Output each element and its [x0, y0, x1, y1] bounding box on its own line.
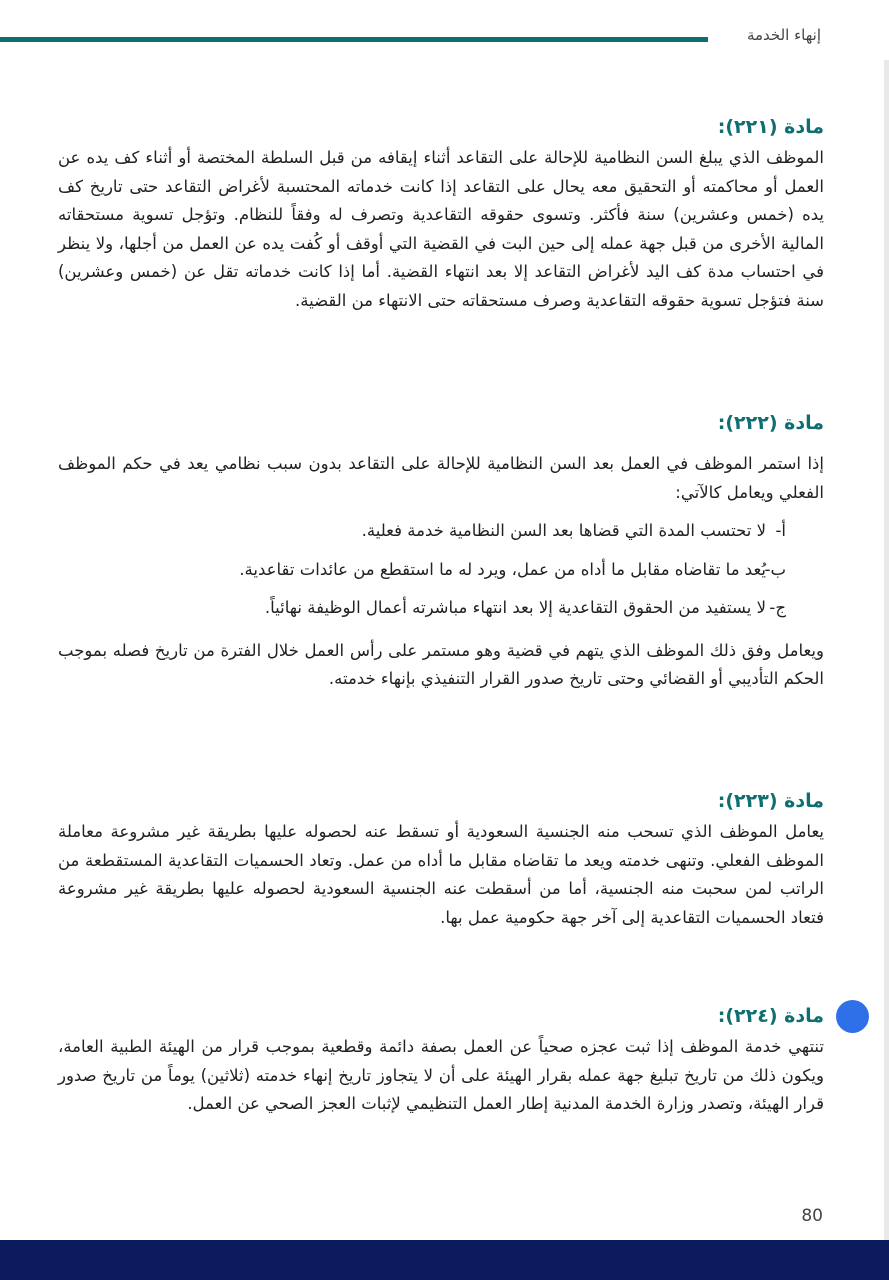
list-item [58, 594, 824, 623]
article-222 [58, 410, 824, 694]
article-221 [58, 114, 824, 315]
list-item-marker: ب- [764, 559, 786, 579]
article-title: مادة (٢٢٤): [717, 1005, 824, 1027]
footer-bar [0, 1240, 889, 1280]
article-closing: ويعامل وفق ذلك الموظف الذي يتهم في قضية وهو مستمر على رأس العمل خلال الفترة من تاريخ فصله بموجب الحكم التأديبي أو القضائي وحتى تاريخ صدور القرار التنفيذي بإنهاء خدمته. [58, 640, 824, 688]
article-paragraph: يعامل الموظف الذي تسحب منه الجنسية السعودية أو تسقط عنه لحصوله عليها بطريقة غير مشروعة معاملة الموظف الفعلي. وتنهى خدمته ويعد ما تقاضاه مقابل ما أداه من عمل. وتعاد الحسميات التقاعدية المستقطعة من الراتب لمن سحبت منه الجنسية، أما من أسقطت عنه الجنسية السعودية لحصوله عليها بطريقة غير مشروعة فتعاد الحسميات التقاعدية إلى آخر جهة حكومية عمل بها. [58, 822, 824, 927]
list-item-text: لا يستفيد من الحقوق التقاعدية إلا بعد انتهاء مباشرته أعمال الوظيفة نهائياً. [264, 598, 766, 617]
article-224 [58, 1003, 824, 1119]
list-item [58, 517, 824, 546]
article-intro: إذا استمر الموظف في العمل بعد السن النظامية للإحالة على التقاعد بدون سبب نظامي يعد في حكم الموظف الفعلي ويعامل كالآتي: [58, 454, 824, 502]
page-edge-shadow [884, 60, 889, 1240]
list-item-text: لا تحتسب المدة التي قضاها بعد السن النظامية خدمة فعلية. [361, 521, 766, 540]
list-item-marker: ج- [769, 598, 786, 617]
article-title: مادة (٢٢٣): [717, 790, 824, 812]
section-title: إنهاء الخدمة [746, 26, 821, 44]
marker-dot-icon [836, 1000, 869, 1033]
article-paragraph: تنتهي خدمة الموظف إذا ثبت عجزه صحياً عن العمل بصفة دائمة وقطعية بموجب قرار من الهيئة الطبية العامة، ويكون ذلك من تاريخ تبليغ جهة عمله بقرار الهيئة على أن لا يتجاوز تاريخ إنهاء خدمته (ثلاثين) يوماً من تاريخ صدور قرار الهيئة، وتصدر وزارة الخدمة المدنية إطار العمل التنظيمي لإثبات العجز الصحي عن العمل. [58, 1037, 824, 1113]
header-rule [0, 37, 708, 42]
article-paragraph: الموظف الذي يبلغ السن النظامية للإحالة على التقاعد أثناء إيقافه من قبل السلطة المختصة أو أثناء كف يده عن العمل أو محاكمته أو التحقيق معه يحال على التقاعد إذا كانت خدماته المحتسبة لأغراض التقاعد حتى تاريخ كف يده (خمس وعشرين) سنة فأكثر. وتسوى حقوقه التقاعدية وتصرف له وفقاً للنظام. وتؤجل تسوية مستحقاته المالية الأخرى من قبل جهة عمله إلى حين البت في القضية التي أوقف أو كُفت يده عن العمل من أجلها، ولا ينظر في احتساب مدة كف اليد لأغراض التقاعد إلا بعد انتهاء القضية. أما إذا كانت خدماته تقل عن (خمس وعشرين) سنة فتؤجل تسوية حقوقه التقاعدية وصرف مستحقاته حتى الانتهاء من القضية. [58, 148, 824, 310]
list-item [58, 556, 824, 585]
page-number: 80 [801, 1206, 823, 1226]
article-223 [58, 788, 824, 932]
list-item-marker: أ- [775, 521, 786, 540]
article-title: مادة (٢٢١): [717, 116, 824, 138]
article-title: مادة (٢٢٢): [717, 412, 824, 434]
list-item-text: يُعد ما تقاضاه مقابل ما أداه من عمل، ويرد له ما استقطع من عائدات تقاعدية. [239, 559, 766, 579]
